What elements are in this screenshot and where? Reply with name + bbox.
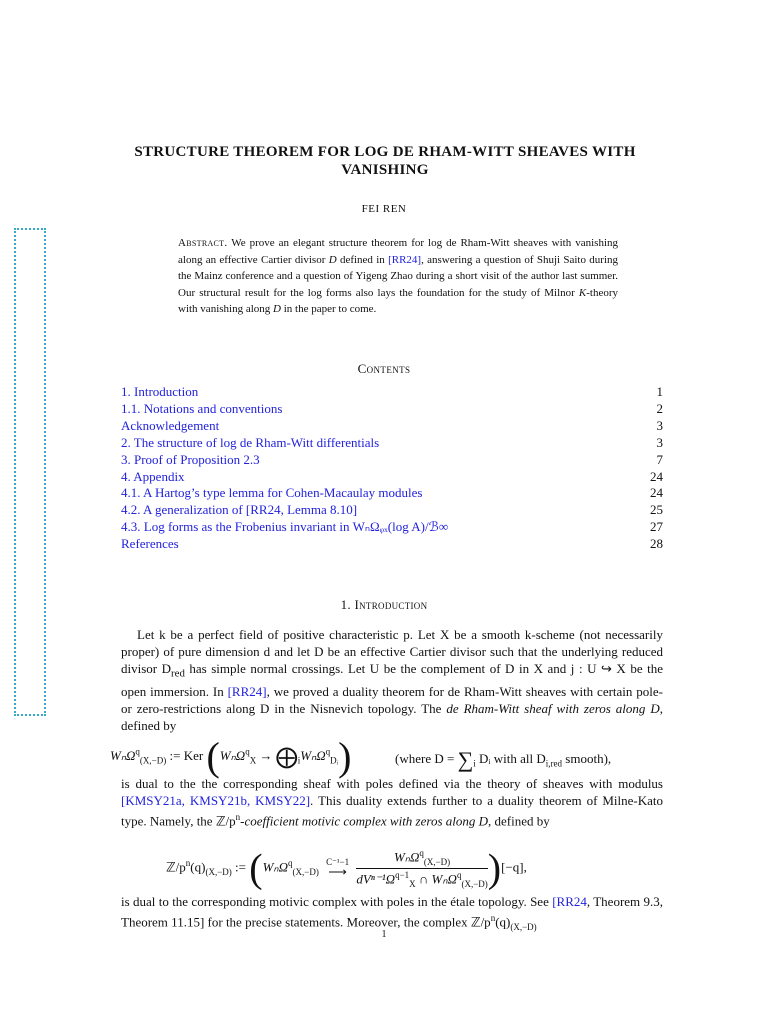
left-paren: ( xyxy=(249,845,263,891)
contents-heading: Contents xyxy=(357,361,411,376)
paragraph-text: for the precise statements. Moreover, the complex ℤ/p xyxy=(204,914,491,930)
toc-entry[interactable] xyxy=(121,536,663,553)
toc-entry-page: 7 xyxy=(656,451,663,467)
abstract-var: K xyxy=(578,286,587,299)
math-symbol: WₙΩ xyxy=(110,747,136,763)
abstract-text: , answering a question of Shuji Saito during the Mainz conference and a question of Yigeng Zhao during a short visit of the author last summer. Our structural result for the log forms also lays the foundation for the study of Milnor xyxy=(178,253,619,299)
abstract-var: D xyxy=(273,303,281,315)
math-text: Dᵢ with all D xyxy=(475,750,546,766)
toc-entry-label[interactable]: 2. The structure of log de Rham-Witt differentials xyxy=(121,434,380,450)
toc-entry-page: 28 xyxy=(650,536,663,552)
paragraph-text: , defined by xyxy=(121,700,663,733)
math-symbol: WₙΩ xyxy=(300,747,326,763)
equation-lhs xyxy=(110,734,352,779)
citation-link[interactable]: [RR24 xyxy=(552,894,587,909)
math-operator: := xyxy=(231,859,250,875)
equation-where-clause xyxy=(395,747,611,773)
toc-entry-page: 2 xyxy=(656,400,663,416)
math-symbol: WₙΩ xyxy=(219,747,246,763)
paragraph-text: Let k be a perfect field of positive characteristic p. Let X be a smooth k-scheme (not necessarily proper) of pure dimension d and let D be an effective Cartier divisor such that the underlying reduced divisor D xyxy=(121,627,663,676)
subscript: (X,−D) xyxy=(423,856,451,867)
superscript: q xyxy=(245,746,250,757)
left-paren: ( xyxy=(206,734,220,779)
arrow-symbol: ⟶ xyxy=(328,863,347,879)
toc-entry-page: 24 xyxy=(650,468,663,484)
abstract-var: D xyxy=(328,253,337,266)
subscript: (X,−D) xyxy=(292,867,319,877)
math-symbol: ∩ WₙΩ xyxy=(415,871,457,887)
toc-entry[interactable] xyxy=(121,435,663,452)
subscript: (X,−D) xyxy=(205,867,232,877)
toc-entry-page: 25 xyxy=(650,502,663,518)
superscript: n xyxy=(490,913,496,923)
citation-link[interactable]: [KMSY21a, KMSY21b, KMSY22] xyxy=(121,793,311,808)
toc-entry-page: 1 xyxy=(656,384,663,399)
math-text: (where D = xyxy=(395,750,458,766)
emphasis: -coefficient motivic complex with zeros along D xyxy=(240,813,489,829)
toc-entry-label[interactable]: 4.2. A generalization of [RR24, Lemma 8.10] xyxy=(121,502,358,518)
citation-link[interactable]: [RR24] xyxy=(227,683,267,699)
section-heading xyxy=(0,597,768,613)
abstract-text: defined in xyxy=(336,253,389,266)
right-paren: ) xyxy=(338,734,352,779)
superscript: n xyxy=(235,812,241,822)
equation-body xyxy=(166,845,527,891)
intro-paragraph-2 xyxy=(121,775,663,829)
paragraph-text: is dual to the corresponding motivic complex with poles in the étale topology. See xyxy=(121,894,553,909)
math-symbol: ℤ/p xyxy=(166,859,186,875)
superscript: q xyxy=(419,848,424,858)
toc-entry[interactable] xyxy=(121,519,663,536)
subscript: Dᵢ xyxy=(330,755,339,766)
abstract xyxy=(178,235,618,318)
toc-entry-label[interactable]: References xyxy=(121,536,179,552)
toc-entry-page: 3 xyxy=(656,434,663,450)
superscript: q xyxy=(325,746,331,757)
abstract-text: -theory with vanishing along xyxy=(178,286,618,315)
paragraph-text: , Theorem 9.3, Theorem 11.15] xyxy=(121,894,663,930)
section-title: Introduction xyxy=(354,597,428,612)
superscript: q xyxy=(135,746,140,757)
subscript: i,red xyxy=(545,758,563,769)
math-symbol: WₙΩ xyxy=(262,859,288,875)
paragraph-text: . This duality extends further to a duality theorem of Milne-Kato type. Namely, the ℤ/p xyxy=(121,793,664,829)
fraction-denominator xyxy=(356,869,487,889)
toc-entry-label[interactable]: 4.1. A Hartog’s type lemma for Cohen-Macaulay modules xyxy=(121,485,423,501)
toc-entry[interactable] xyxy=(121,502,663,519)
paragraph-text: is dual to the the corresponding sheaf with poles defined via the theory of sheaves with modulus xyxy=(121,776,663,791)
table-of-contents xyxy=(121,384,663,553)
right-paren: ) xyxy=(487,845,502,891)
paper-author: FEI REN xyxy=(361,203,407,215)
paragraph-text: , defined by xyxy=(488,813,550,829)
toc-entry-label[interactable]: 1.1. Notations and conventions xyxy=(121,400,283,416)
paragraph-text: (q) xyxy=(495,914,511,930)
subscript: red xyxy=(171,667,185,680)
quotient-fraction xyxy=(356,848,487,889)
emphasis: de Rham-Witt sheaf with zeros along D xyxy=(446,700,660,716)
page-number: 1 xyxy=(381,929,387,940)
subscript: (X,−D) xyxy=(139,755,167,766)
math-symbol: (q) xyxy=(190,859,206,875)
section-number: 1. xyxy=(340,597,351,612)
paragraph-text: has simple normal crossings. Let U be the complement of D in X and j : U ↪ X be the open immersion. In xyxy=(121,661,664,699)
superscript: q xyxy=(456,869,462,880)
toc-entry[interactable] xyxy=(121,469,663,486)
citation-link[interactable]: [RR24] xyxy=(388,253,422,266)
superscript: q xyxy=(288,858,293,869)
subscript: (X,−D) xyxy=(461,878,488,889)
math-operator: → xyxy=(256,747,276,763)
math-operator: := Ker xyxy=(166,747,207,763)
intro-paragraph-1 xyxy=(121,626,663,734)
toc-entry-label[interactable]: Acknowledgement xyxy=(121,417,220,433)
arrow-label: C⁻¹−1 xyxy=(326,856,350,867)
subscript: i xyxy=(473,758,476,769)
toc-entry-page: 24 xyxy=(650,485,663,501)
fraction-numerator xyxy=(356,848,487,869)
toc-entry[interactable] xyxy=(121,384,663,401)
toc-entry-label[interactable]: 1. Introduction xyxy=(121,384,199,399)
abstract-text: in the paper to come. xyxy=(280,303,377,315)
toc-entry[interactable] xyxy=(121,401,663,418)
abstract-label: Abstract. xyxy=(178,237,228,249)
toc-entry-page: 3 xyxy=(656,417,663,433)
subscript: (X,−D) xyxy=(510,921,537,932)
toc-entry[interactable] xyxy=(121,485,663,502)
labeled-arrow xyxy=(326,857,349,880)
math-symbol: dVⁿ⁻¹Ω xyxy=(356,871,396,887)
direct-sum-symbol: ⨁ xyxy=(275,744,298,769)
toc-entry[interactable] xyxy=(121,452,663,469)
math-symbol: WₙΩ xyxy=(393,849,420,865)
equation-2 xyxy=(110,842,670,892)
equation-1 xyxy=(110,727,670,779)
arxiv-sidebar-stamp xyxy=(14,228,46,716)
sum-symbol: ∑ xyxy=(457,747,474,772)
toc-entry[interactable] xyxy=(121,418,663,435)
paper-title: STRUCTURE THEOREM FOR LOG DE RHAM-WITT SHEAVES WITH VANISHING xyxy=(134,144,636,178)
math-symbol: [−q], xyxy=(501,859,527,875)
paragraph-text: , we proved a duality theorem for de Rham-Witt sheaves with certain pole- or zero-restrictions along D in the Nisnevich topology. The xyxy=(121,683,664,716)
toc-entry-label[interactable]: 4.3. Log forms as the Frobenius invariant in WₙΩᵩₓ(log A)/ℬ∞ xyxy=(121,519,449,535)
toc-entry-label[interactable]: 3. Proof of Proposition 2.3 xyxy=(121,451,260,467)
toc-entry-page: 27 xyxy=(650,519,663,535)
abstract-text: We prove an elegant structure theorem for log de Rham-Witt sheaves with vanishing along an effective Cartier divisor xyxy=(178,237,618,266)
math-text: smooth), xyxy=(562,750,612,766)
subscript: X xyxy=(249,755,257,766)
subscript: i xyxy=(297,755,301,766)
superscript: q−1 xyxy=(395,869,410,880)
toc-entry-label[interactable]: 4. Appendix xyxy=(121,468,185,484)
subscript: X xyxy=(409,878,416,889)
superscript: n xyxy=(185,858,191,869)
